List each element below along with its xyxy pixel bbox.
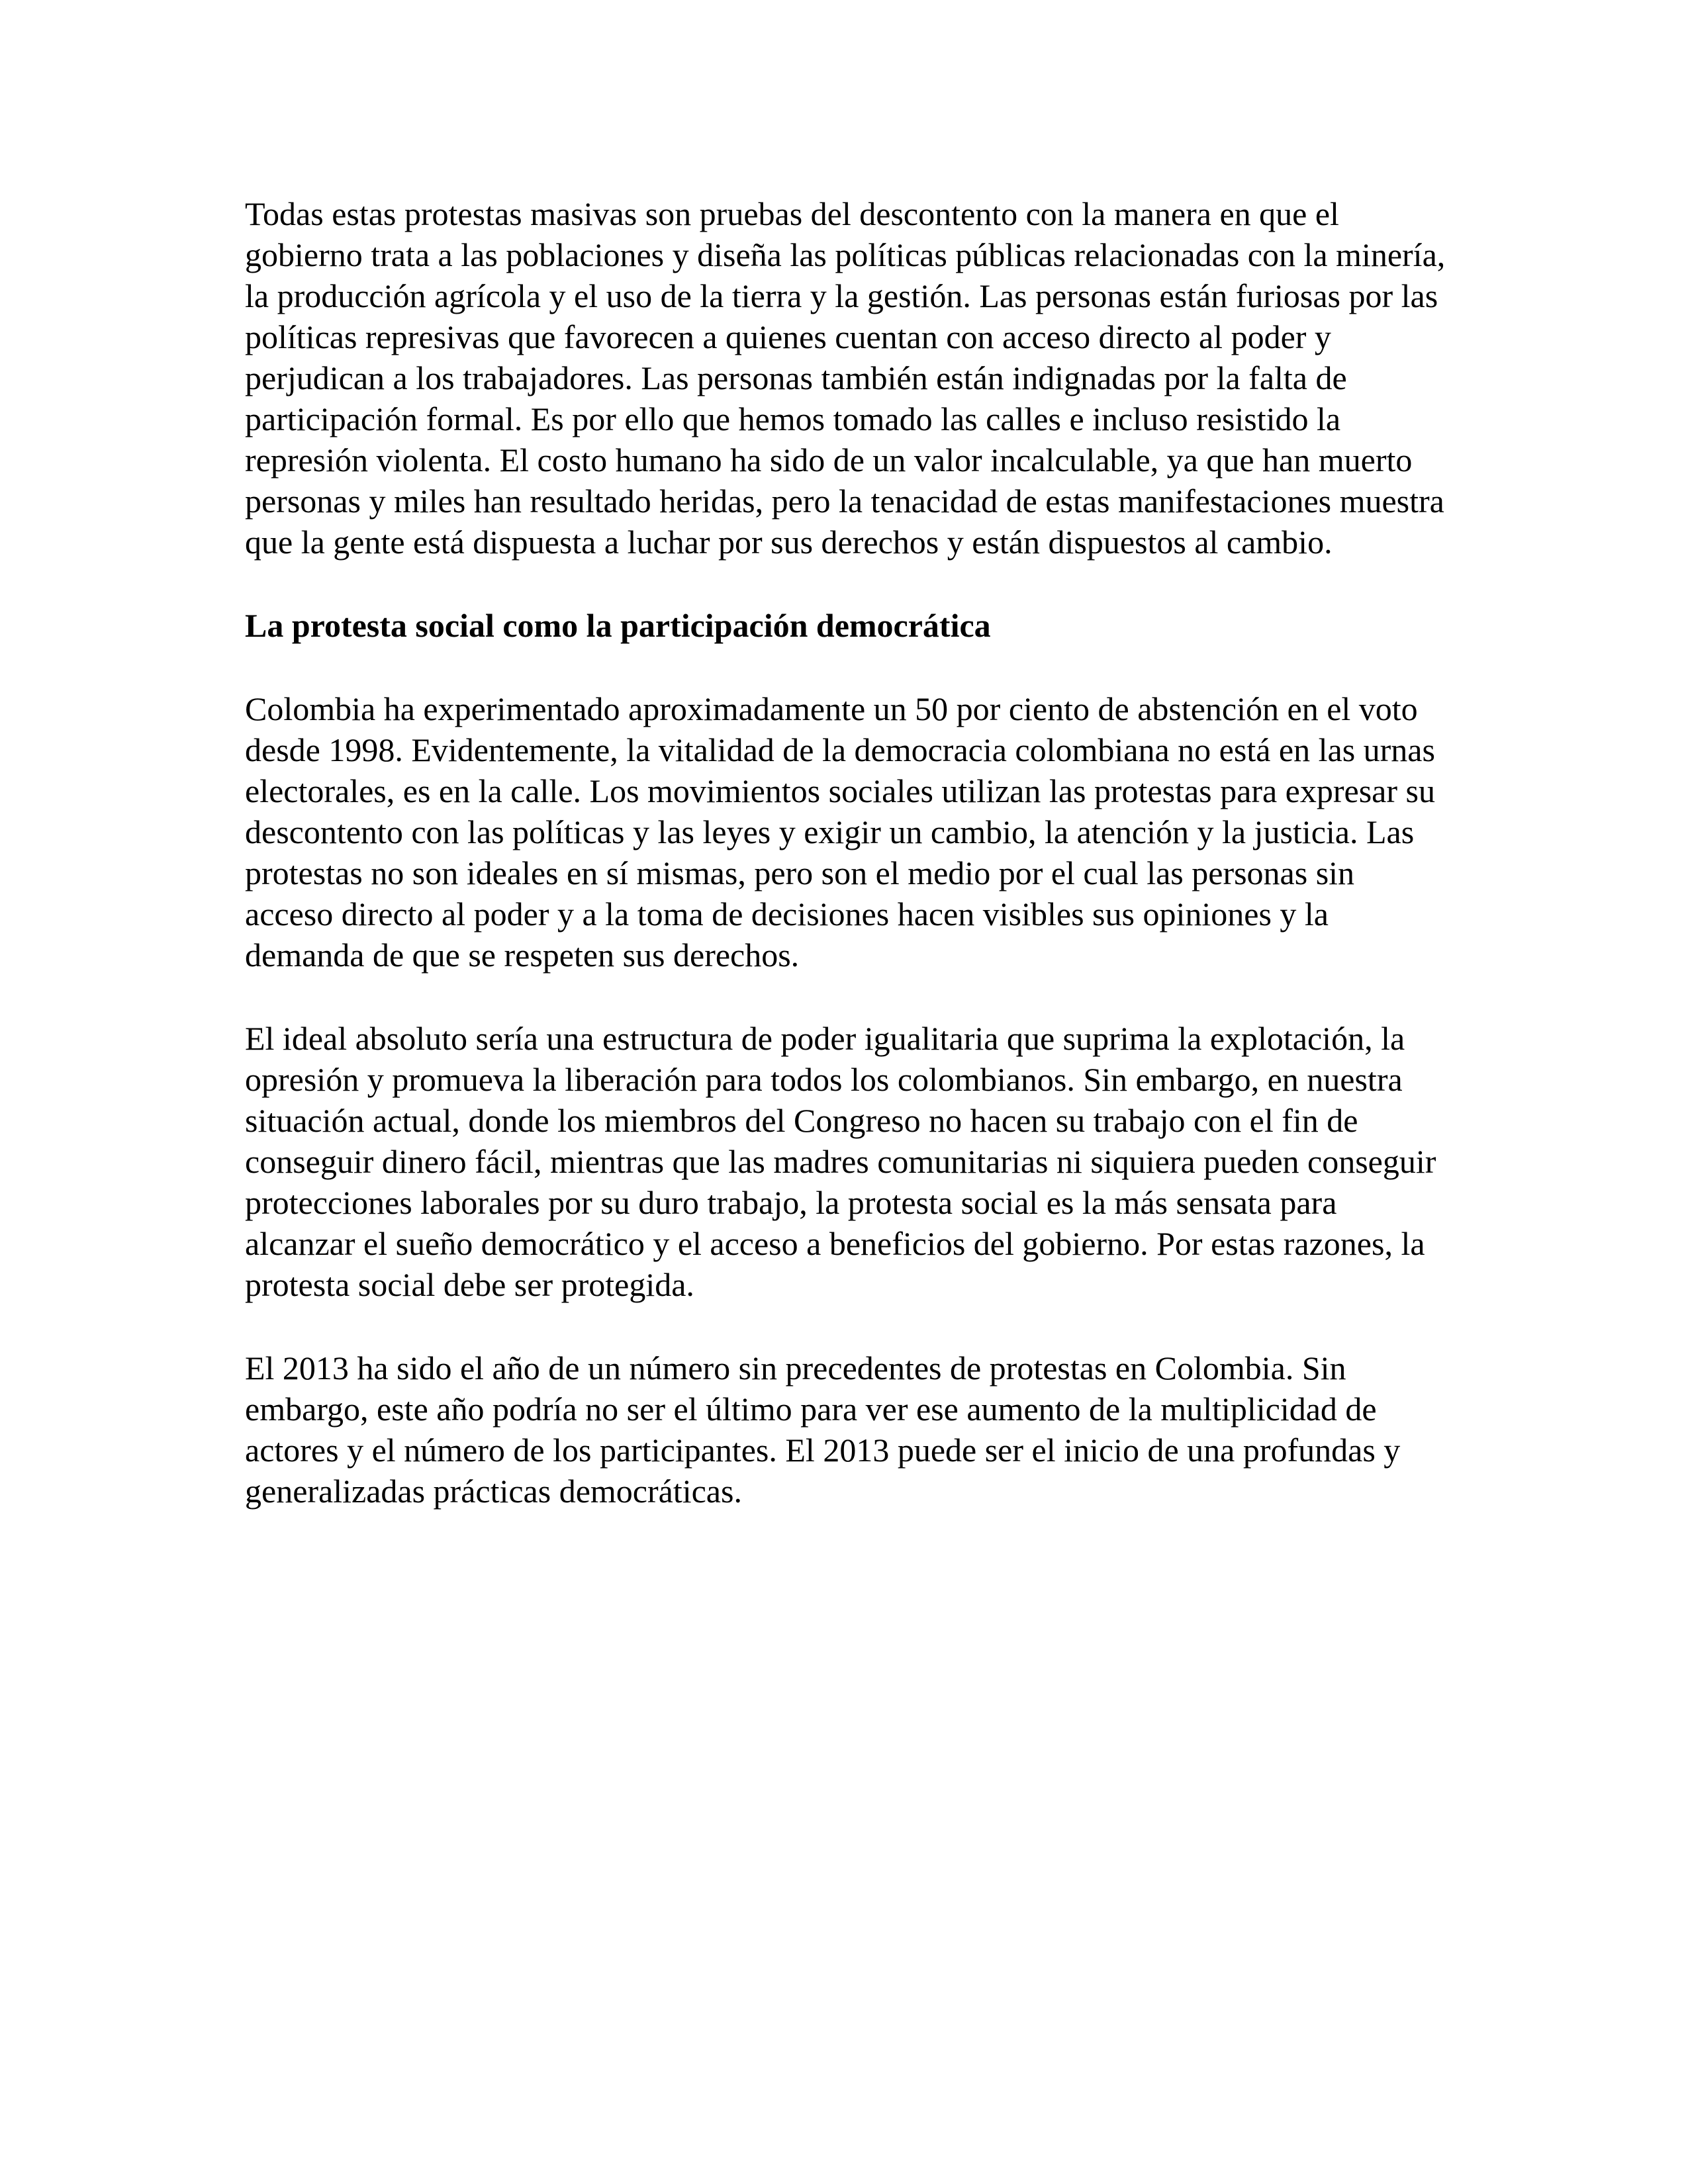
document-page — [245, 193, 1450, 1554]
section-heading: La protesta social como la participación democrática — [245, 607, 991, 644]
paragraph-2013: El 2013 ha sido el año de un número sin precedentes de protestas en Colombia. Sin embargo, este año podría no ser el último para ver ese aumento de la multiplicidad de actores y el número de los participantes. El 2013 puede ser el inicio de una profundas y generalizadas prácticas democráticas. — [245, 1349, 1401, 1510]
paragraph-protestas: Todas estas protestas masivas son pruebas del descontento con la manera en que el gobierno trata a las poblaciones y diseña las políticas públicas relacionadas con la minería, la producción agrícola y el uso de la tierra y la gestión. Las personas están furiosas por las políticas represivas que favorecen a quienes cuentan con acceso directo al poder y perjudican a los trabajadores. Las personas también están indignadas por la falta de participación formal. Es por ello que hemos tomado las calles e incluso resistido la represión violenta. El costo humano ha sido de un valor incalculable, ya que han muerto personas y miles han resultado heridas, pero la tenacidad de estas manifestaciones muestra que la gente está dispuesta a luchar por sus derechos y están dispuestos al cambio. — [245, 195, 1446, 561]
paragraph-abstencion: Colombia ha experimentado aproximadamente un 50 por ciento de abstención en el voto desde 1998. Evidentemente, la vitalidad de la democracia colombiana no está en las urnas electorales, es en la calle. Los movimientos sociales utilizan las protestas para expresar su descontento con las políticas y las leyes y exigir un cambio, la atención y la justicia. Las protestas no son ideales en sí mismas, pero son el medio por el cual las personas sin acceso directo al poder y a la toma de decisiones hacen visibles sus opiniones y la demanda de que se respeten sus derechos. — [245, 690, 1435, 974]
paragraph-ideal: El ideal absoluto sería una estructura de poder igualitaria que suprima la explotación, la opresión y promueva la liberación para todos los colombianos. Sin embargo, en nuestra situación actual, donde los miembros del Congreso no hacen su trabajo con el fin de conseguir dinero fácil, mientras que las madres comunitarias ni siquiera pueden conseguir protecciones laborales por su duro trabajo, la protesta social es la más sensata para alcanzar el sueño democrático y el acceso a beneficios del gobierno. Por estas razones, la protesta social debe ser protegida. — [245, 1020, 1436, 1303]
